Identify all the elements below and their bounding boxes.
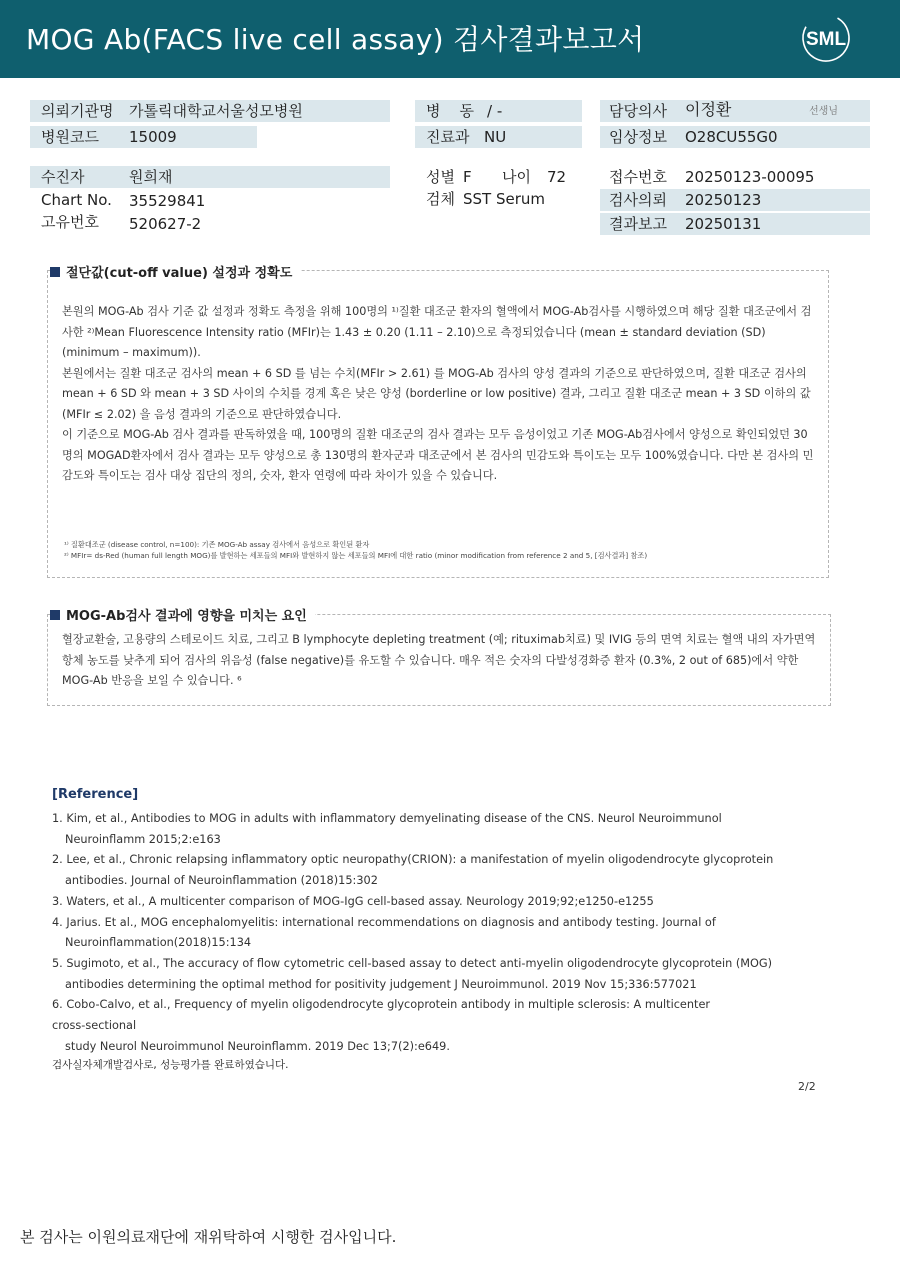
factors-paragraph: 혈장교환술, 고용량의 스테로이드 치료, 그리고 B lymphocyte depleting treatment (예; rituximab치료) 및 IVIG 등의 면역 치료는 혈액 내의 자가면역 항체 농도를 낮추게 되어 검사의 위음성 (false negative)를 유도할 수 있습니다. 매우 적은 숫자의 다발성경화증 환자 (0.3%, 2 out of 685)에서 약한 MOG-Ab 반응을 보일 수 있습니다. ⁶: [62, 633, 816, 687]
dept-value: NU: [484, 128, 507, 146]
specimen-value: SST Serum: [463, 190, 546, 208]
reference-item-cont: cross-sectional: [52, 1019, 137, 1033]
clinical-label: 임상정보: [609, 128, 667, 146]
hospital-code-label: 병원코드: [41, 128, 99, 146]
chart-label: Chart No.: [41, 191, 112, 209]
factors-title-text: MOG-Ab검사 결과에 영향을 미치는 요인: [66, 609, 307, 624]
doctor-value: 이정환: [685, 100, 732, 119]
reference-item: 3. Waters, et al., A multicenter comparison of MOG-IgG cell-based assay. Neurology 2019;92;e1250-e1255: [52, 894, 654, 908]
reference-item-cont: antibodies. Journal of Neuroinflammation (2018)15:302: [65, 874, 378, 888]
receipt-value: 20250123-00095: [685, 168, 815, 186]
reference-list: [52, 809, 832, 1057]
unique-label: 고유번호: [41, 213, 99, 231]
patient-value: 원희재: [129, 168, 173, 186]
reference-item: 5. Sugimoto, et al., The accuracy of flow cytometric cell-based assay to detect anti-myelin oligodendrocyte glycoprotein (MOG): [52, 956, 773, 970]
dept-label: 진료과: [426, 128, 470, 146]
request-label: 검사의뢰: [609, 191, 667, 209]
reference-item: 4. Jarius. Et al., MOG encephalomyelitis: international recommendations on diagnosis and antibody testing. Journal of: [52, 915, 716, 929]
section-bullet-icon: [50, 610, 60, 620]
reference-item: 6. Cobo-Calvo, et al., Frequency of myelin oligodendrocyte glycoprotein antibody in multiple sclerosis: A multicenter: [52, 998, 711, 1012]
unique-value: 520627-2: [129, 215, 202, 233]
section-bullet-icon: [50, 267, 60, 277]
sml-logo: [797, 12, 855, 64]
footnote-1: ¹⁾ 질환대조군 (disease control, n=100): 기존 MOG-Ab assay 검사에서 음성으로 확인된 환자: [64, 540, 370, 549]
reference-item-cont: Neuroinflammation(2018)15:134: [65, 936, 252, 950]
reference-item-cont: Neuroinflamm 2015;2:e163: [65, 832, 221, 846]
receipt-label: 접수번호: [609, 168, 667, 186]
report-title: MOG Ab(FACS live cell assay) 검사결과보고서: [26, 23, 645, 56]
sex-value: F: [463, 168, 472, 186]
reference-item: 1. Kim, et al., Antibodies to MOG in adults with inflammatory demyelinating disease of the CNS. Neurol Neuroimmunol: [52, 812, 722, 825]
cutoff-paragraph-2: 본원에서는 질환 대조군 검사의 mean + 6 SD 를 넘는 수치(MFIr > 2.61) 를 MOG-Ab 검사의 양성 결과의 기준으로 판단하였으며, 질환 대조군 검사의 mean + 6 SD 와 mean + 3 SD 사이의 수치를 경계 혹은 낮은 양성 (borderline or low positive) 결과, 그리고 질환 대조군 mean + 3 SD 이하의 값 (MFIr ≤ 2.02) 을 음성 결과의 기준으로 판단하였습니다.: [62, 366, 811, 421]
patient-label: 수진자: [41, 168, 85, 186]
report-value: 20250131: [685, 215, 762, 233]
report-header: [0, 0, 900, 78]
reference-item-cont: antibodies determining the optimal method for positivity judgement J Neuroimmunol. 2019 Nov 15;336:577021: [65, 977, 697, 991]
age-label: 나이: [502, 168, 531, 186]
chart-value: 35529841: [129, 192, 206, 210]
cutoff-paragraph-block: [62, 302, 816, 487]
cutoff-paragraph-1: 본원의 MOG-Ab 검사 기준 값 설정과 정확도 측정을 위해 100명의 ¹⁾질환 대조군 환자의 혈액에서 MOG-Ab검사를 시행하였으며 해당 질환 대조군에서 검사한 ²⁾Mean Fluorescence Intensity ratio (MFIr)는 1.43 ± 0.20 (1.11 – 2.10)으로 측정되었습니다 (mean ± standard deviation (SD) (minimum – maximum)).: [62, 305, 812, 359]
factors-section-title: [50, 605, 315, 624]
sex-label: 성별: [426, 168, 455, 186]
report-label: 결과보고: [609, 215, 667, 233]
age-value: 72: [547, 168, 567, 186]
reference-item-cont: study Neurol Neuroimmunol Neuroinflamm. 2019 Dec 13;7(2):e649.: [65, 1039, 450, 1053]
validation-note: 검사실자체개발검사로, 성능평가를 완료하였습니다.: [52, 1059, 289, 1071]
hospital-code-value: 15009: [129, 128, 177, 146]
ward-value: / -: [487, 102, 503, 120]
clinical-value: O28CU55G0: [685, 128, 778, 146]
doctor-suffix: 선생님: [809, 106, 838, 117]
specimen-label: 검체: [426, 190, 455, 208]
page-number: 2/2: [798, 1080, 816, 1093]
cutoff-section-title: [50, 262, 300, 281]
logo-text: SML: [805, 29, 847, 50]
reference-item: 2. Lee, et al., Chronic relapsing inflammatory optic neuropathy(CRION): a manifestation of myelin oligodendrocyte glycoprotein: [52, 853, 774, 867]
cutoff-paragraph-3: 이 기준으로 MOG-Ab 검사 결과를 판독하였을 때, 100명의 질환 대조군의 검사 결과는 모두 음성이었고 기존 MOG-Ab검사에서 양성으로 확인되었던 30명의 MOGAD환자에서 검사 결과는 모두 양성으로 총 130명의 환자군과 대조군에서 본 검사의 민감도와 특이도는 모두 100%였습니다. 다만 본 검사의 민감도와 특이도는 검사 대상 집단의 정의, 숫자, 환자 연령에 따라 차이가 있을 수 있습니다.: [62, 428, 814, 482]
footnote-2: ²⁾ MFIr= ds-Red (human full length MOG)를 발현하는 세포들의 MFI와 발현하지 않는 세포들의 MFI에 대한 ratio (minor modification from reference 2 and 5, [검사결과] 참조): [64, 551, 648, 560]
hospital-value: 가톨릭대학교서울성모병원: [129, 102, 303, 120]
request-value: 20250123: [685, 191, 762, 209]
cutoff-title-text: 절단값(cut-off value) 설정과 정확도: [66, 266, 293, 281]
ward-label: 병 동: [426, 102, 475, 120]
outsourcing-note: 본 검사는 이원의료재단에 재위탁하여 시행한 검사입니다.: [20, 1228, 397, 1246]
hospital-label: 의뢰기관명: [41, 102, 114, 120]
reference-title: [Reference]: [52, 787, 139, 802]
doctor-label: 담당의사: [609, 102, 667, 120]
